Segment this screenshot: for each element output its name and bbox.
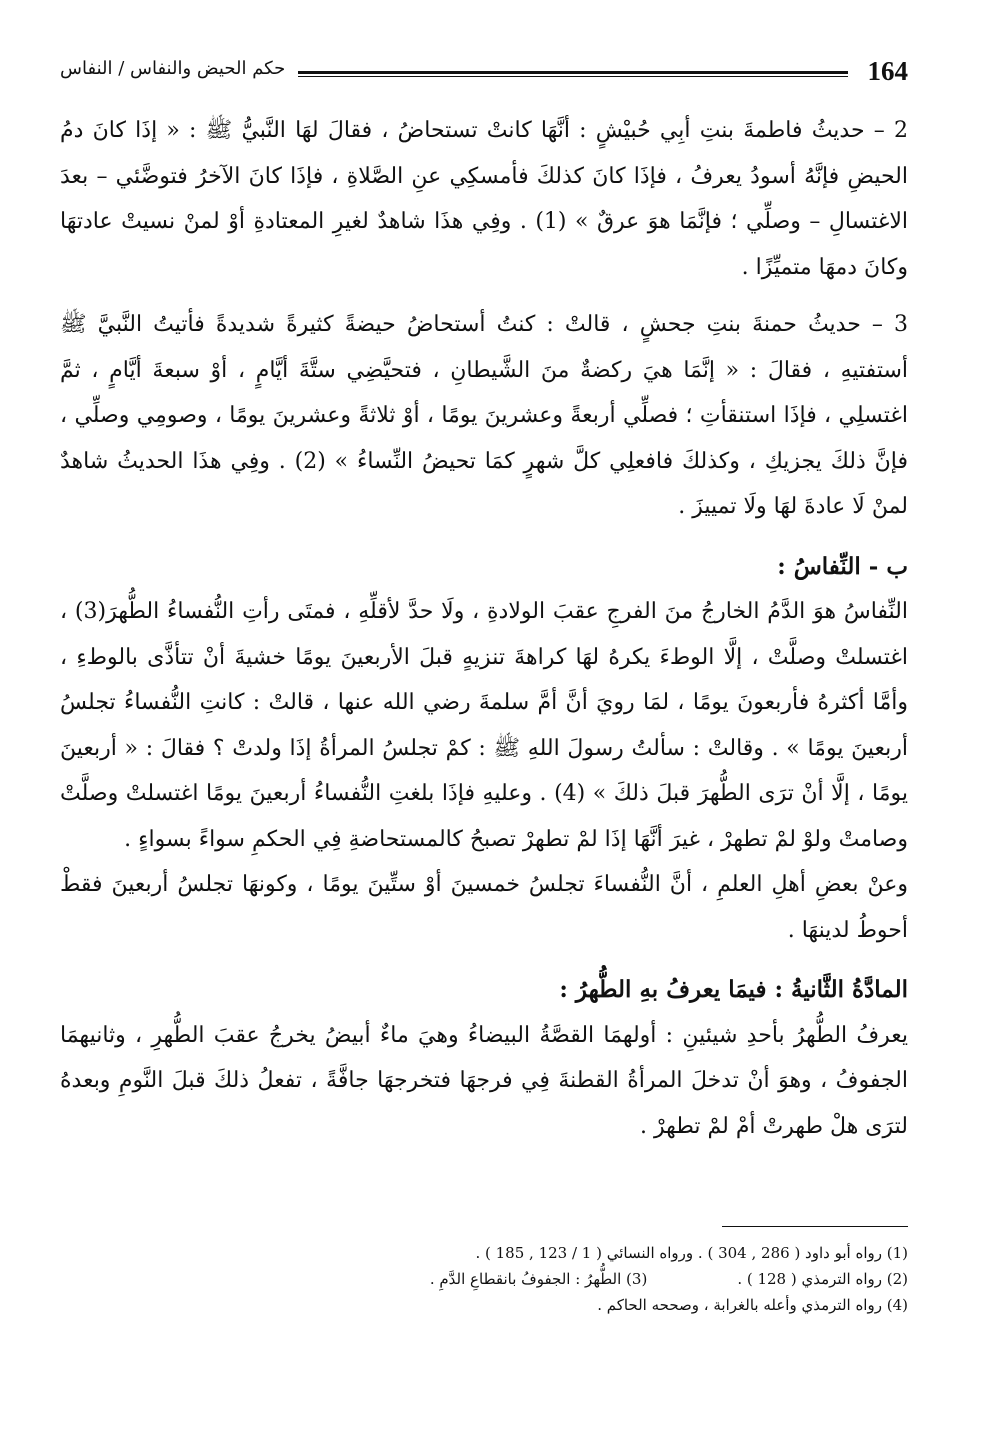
footnote-rule bbox=[722, 1226, 908, 1227]
header-rule bbox=[298, 71, 848, 77]
footnote-row-2-3 bbox=[60, 1266, 908, 1292]
section-heading-purity: المادَّةُ الثَّانيةُ : فيمَا يعرفُ بهِ الطُّهرُ : bbox=[559, 976, 908, 1003]
section-heading-nifas: ب - النِّفاسُ : bbox=[777, 552, 908, 580]
footnote-4: (4) رواه الترمذي وأعله بالغرابة ، وصححه الحاكم . bbox=[597, 1296, 908, 1314]
footnote-1: (1) رواه أبو داود ( 286 , 304 ) . ورواه النسائي ( 1 / 123 , 185 ) . bbox=[475, 1244, 908, 1262]
paragraph-hadith-3: 3 – حديثُ حمنةَ بنتِ جحشٍ ، قالتْ : كنتُ أستحاضُ حيضةً كثيرةً شديدةً فأتيتُ النَّبيَّ ﷺ أستفتيهِ ، فقالَ : « إنَّمَا هيَ ركضةٌ منَ الشَّيطانِ ، فتحيَّضِي ستَّةَ أيَّامٍ ، أوْ سبعةَ أيَّامٍ ، ثمَّ اغتسلِي ، فإذَا استنقأتِ ؛ فصلِّي أربعةً وعشرينَ يومًا ، أوْ ثلاثةً وعشرينَ يومًا ، وصومِي وصلِّي ، فإنَّ ذلكَ يجزيكِ ، وكذلكَ فافعلِي كلَّ شهرٍ كمَا تحيضُ النِّساءُ » (2) . وفِي هذَا الحديثُ شاهدٌ لمنْ لَا عادةَ لهَا ولَا تمييزَ . bbox=[60, 312, 908, 519]
page-header bbox=[60, 56, 908, 90]
paragraph-nifas-opinion: وعنْ بعضِ أهلِ العلمِ ، أنَّ النُّفساءَ تجلسُ خمسينَ أوْ ستِّينَ يومًا ، وكونهَا تجلسُ أربعينَ فقطْ أحوطُ لدينهَا . bbox=[60, 872, 908, 943]
footnotes bbox=[60, 1240, 908, 1318]
paragraph-nifas: النِّفاسُ هوَ الدَّمُ الخارجُ منَ الفرجِ عقبَ الولادةِ ، ولَا حدَّ لأقلِّهِ ، فمتَى رأتِ النُّفساءُ الطُّهرَ(3) ، اغتسلتْ وصلَّتْ ، إلَّا الوطءَ يكرهُ لهَا كراهةَ تنزيهٍ قبلَ الأربعينَ يومًا خشيةَ أنْ تتأذَّى بالوطءِ ، وأمَّا أكثرهُ فأربعونَ يومًا ، لمَا رويَ أنَّ أمَّ سلمةَ رضي الله عنها ، قالتْ : كانتِ النُّفساءُ تجلسُ أربعينَ يومًا » . وقالتْ : سألتُ رسولَ اللهِ ﷺ : كمْ تجلسُ المرأةُ إذَا ولدتْ ؟ فقالَ : « أربعينَ يومًا ، إلَّا أنْ ترَى الطُّهرَ قبلَ ذلكَ » (4) . وعليهِ فإذَا بلغتِ النُّفساءُ أربعينَ يومًا اغتسلتْ وصلَّتْ وصامتْ ولوْ لمْ تطهرْ ، غيرَ أنَّهَا إذَا لمْ تطهرْ تصبحُ كالمستحاضةِ فِي الحكمِ سواءً بسواءٍ . bbox=[60, 599, 908, 852]
page-number: 164 bbox=[867, 56, 908, 86]
paragraph-purity: يعرفُ الطُّهرُ بأحدِ شيئينِ : أولهمَا القصَّةُ البيضاءُ وهيَ ماءٌ أبيضُ يخرجُ عقبَ الطُّهرِ ، وثانيهمَا الجفوفُ ، وهوَ أنْ تدخلَ المرأةُ القطنةَ فِي فرجهَا فتخرجهَا جافَّةً ، تفعلُ ذلكَ قبلَ النَّومِ وبعدهُ لترَى هلْ طهرتْ أمْ لمْ تطهرْ . bbox=[60, 1022, 908, 1139]
running-title: حكم الحيض والنفاس / النفاس bbox=[60, 58, 286, 79]
footnote-2: (2) رواه الترمذي ( 128 ) . bbox=[737, 1270, 908, 1288]
paragraph-hadith-2: 2 – حديثُ فاطمةَ بنتِ أبِي حُبيْشٍ : أنَّهَا كانتْ تستحاضُ ، فقالَ لهَا النَّبيُّ ﷺ : « إذَا كانَ دمُ الحيضِ فإنَّهُ أسودُ يعرفُ ، فإذَا كانَ كذلكَ فأمسكِي عنِ الصَّلاةِ ، فإذَا كانَ الآخرُ فتوضَّئي – بعدَ الاغتسالِ – وصلِّي ؛ فإنَّمَا هوَ عرقٌ » (1) . وفِي هذَا شاهدٌ لغيرِ المعتادةِ أوْ لمنْ نسيتْ عادتهَا وكانَ دمهَا متميِّزًا . bbox=[60, 118, 908, 280]
footnote-3: (3) الطُّهرُ : الجفوفُ بانقطاعِ الدَّمِ . bbox=[429, 1270, 648, 1288]
main-text bbox=[60, 108, 908, 1149]
